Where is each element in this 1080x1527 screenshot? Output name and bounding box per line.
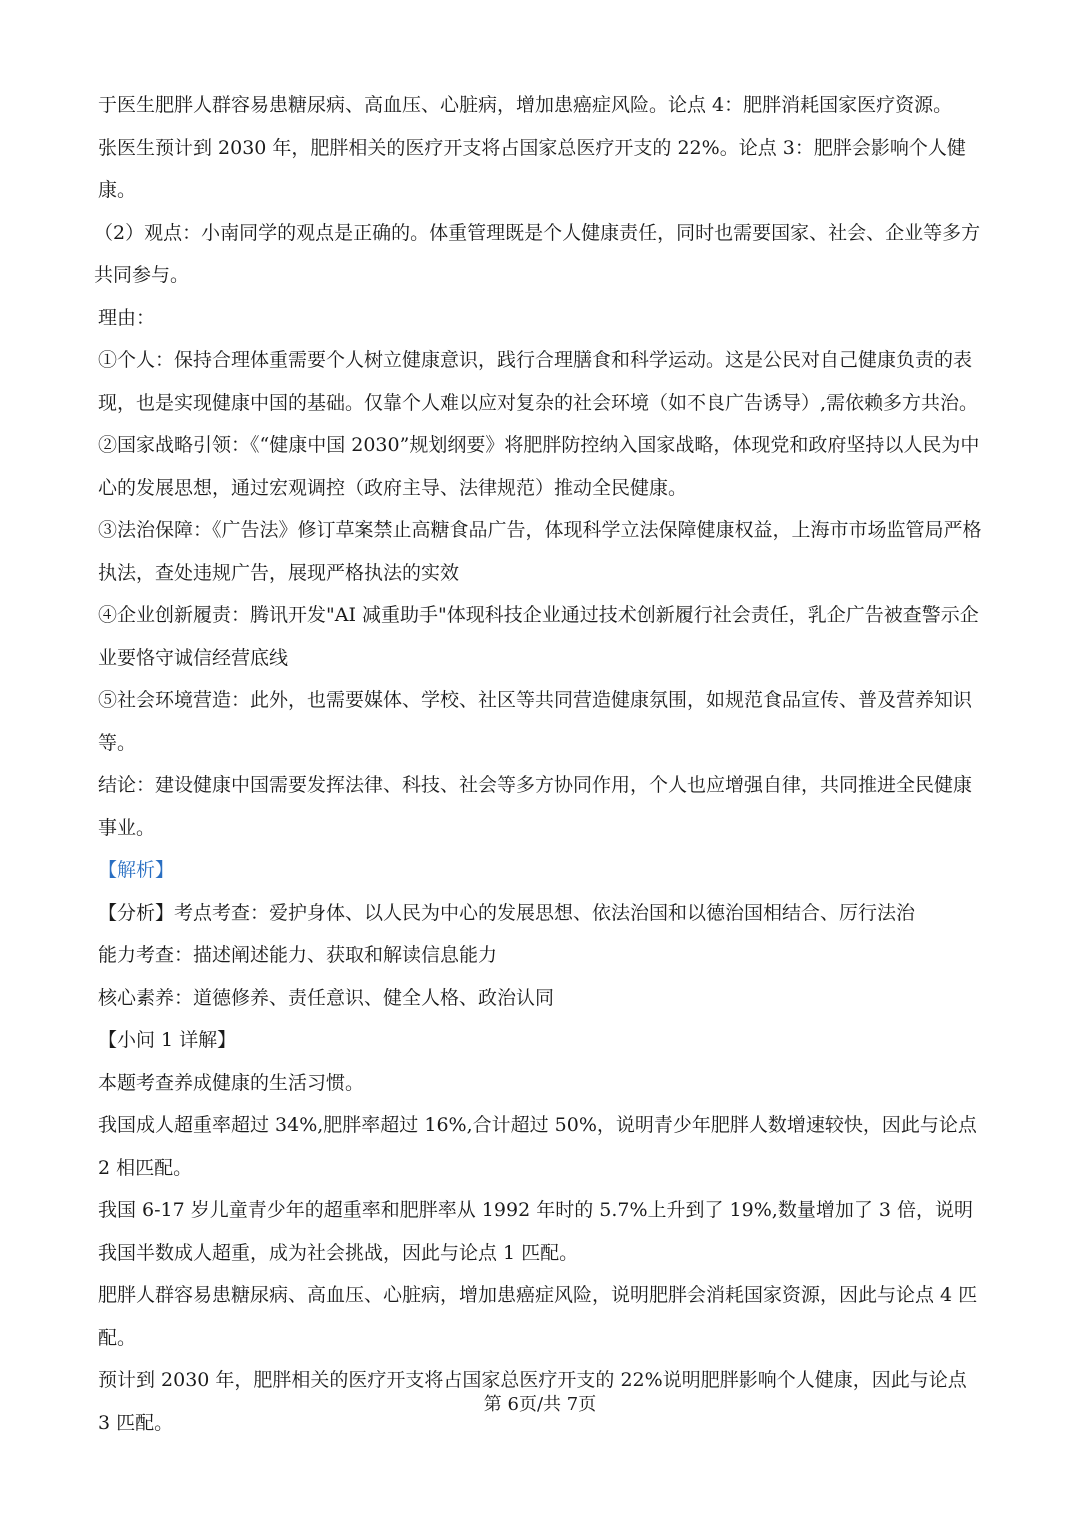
reason-4: ④企业创新履责：腾讯开发"AI 减重助手"体现科技企业通过技术创新履行社会责任，乳企广告被查警示企业要恪守诚信经营底线 — [98, 604, 979, 669]
analysis-heading: 【解析】 — [98, 859, 175, 881]
conclusion-paragraph: 结论：建设健康中国需要发挥法律、科技、社会等多方协同作用，个人也应增强自律，共同推进全民健康事业。 — [98, 774, 973, 839]
ability-line: 能力考查：描述阐述能力、获取和解读信息能力 — [98, 944, 498, 966]
reason-2: ②国家战略引领：《“健康中国 2030”规划纲要》将肥胖防控纳入国家战略，体现党和政府坚持以人民为中心的发展思想，通过宏观调控（政府主导、法律规范）推动全民健康。 — [98, 434, 980, 499]
reason-heading: 理由： — [98, 306, 156, 329]
question-1-intro: 本题考查养成健康的生活习惯。 — [98, 1071, 365, 1094]
match-paragraph-2: 我国 6-17 岁儿童青少年的超重率和肥胖率从 1992 年时的 5.7%上升到了 19%,数量增加了 3 倍，说明我国半数成人超重，成为社会挑战，因此与论点 1 匹配。 — [98, 1199, 973, 1264]
document-body — [94, 84, 984, 1444]
question-1-heading: 【小问 1 详解】 — [98, 1029, 237, 1051]
match-paragraph-3: 肥胖人群容易患糖尿病、高血压、心脏病，增加患癌症风险，说明肥胖会消耗国家资源，因此与论点 4 匹配。 — [98, 1284, 978, 1349]
core-literacy-line: 核心素养：道德修养、责任意识、健全人格、政治认同 — [98, 986, 555, 1009]
page-number-footer: 第 6页/共 7页 — [483, 1394, 597, 1415]
answer-line-2: 张医生预计到 2030 年，肥胖相关的医疗开支将占国家总医疗开支的 22%。论点 3：肥胖会影响个人健康。 — [98, 136, 966, 201]
reason-1: ①个人：保持合理体重需要个人树立健康意识，践行合理膳食和科学运动。这是公民对自己健康负责的表现，也是实现健康中国的基础。仅靠个人难以应对复杂的社会环境（如不良广告诱导）,需依赖多方共治。 — [98, 349, 979, 414]
reason-3: ③法治保障：《广告法》修订草案禁止高糖食品广告，体现科学立法保障健康权益，上海市市场监管局严格执法，查处违规广告，展现严格执法的实效 — [98, 519, 982, 584]
answer-line-1: 于医生肥胖人群容易患糖尿病、高血压、心脏病，增加患癌症风险。论点 4：肥胖消耗国家医疗资源。 — [98, 94, 953, 116]
match-paragraph-1: 我国成人超重率超过 34%,肥胖率超过 16%,合计超过 50%，说明青少年肥胖人数增速较快，因此与论点 2 相匹配。 — [98, 1114, 977, 1179]
match-paragraph-4: 预计到 2030 年，肥胖相关的医疗开支将占国家总医疗开支的 22%说明肥胖影响个人健康，因此与论点 3 匹配。 — [98, 1369, 967, 1434]
analysis-topics: 【分析】考点考查：爱护身体、以人民为中心的发展思想、依法治国和以德治国相结合、厉行法治 — [98, 901, 916, 924]
reason-5: ⑤社会环境营造：此外，也需要媒体、学校、社区等共同营造健康氛围，如规范食品宣传、普及营养知识等。 — [98, 689, 973, 754]
viewpoint-paragraph: （2）观点：小南同学的观点是正确的。体重管理既是个人健康责任，同时也需要国家、社会、企业等多方共同参与。 — [94, 221, 981, 286]
